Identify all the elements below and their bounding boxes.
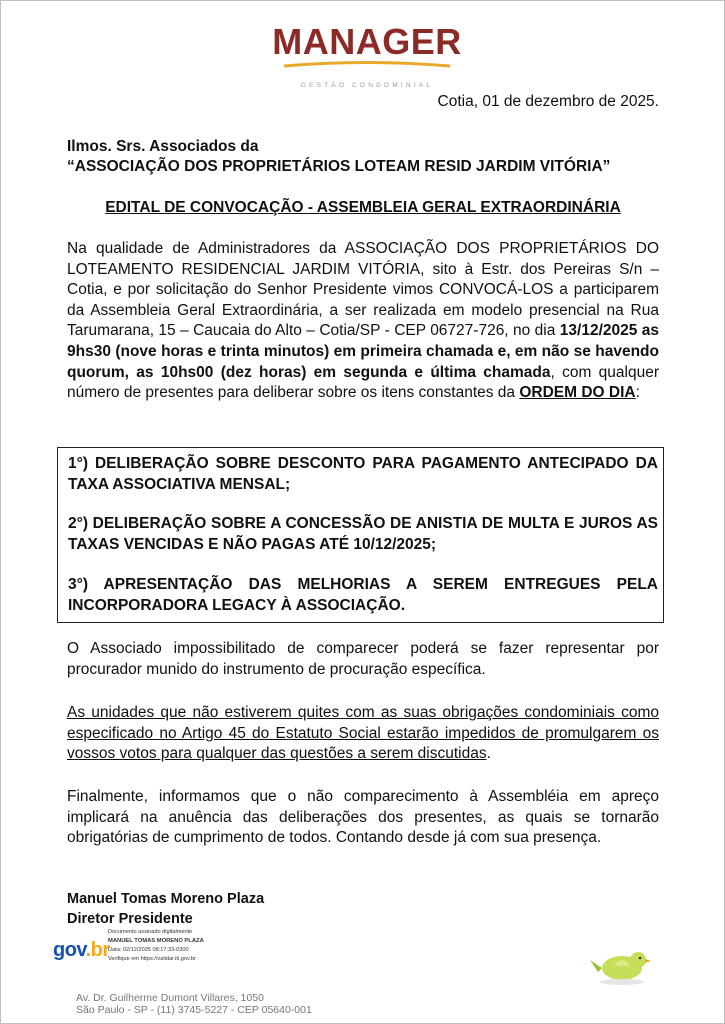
paragraph1-meeting-times: 13/12/2025 as 9hs30 (nove horas e trinta minutos) em primeira chamada e, em não se havendo quorum, as 10hs00 (dez horas) em segunda e última chamada — [67, 322, 660, 381]
digital-signature-signer: MANUEL TOMAS MORENO PLAZA — [108, 938, 204, 944]
signer-role: Diretor Presidente — [67, 911, 193, 927]
footer-address — [76, 992, 312, 1016]
logo-wordmark: MANAGER — [272, 21, 462, 62]
agenda-item: 3°) APRESENTAÇÃO DAS MELHORIAS A SEREM ENTREGUES PELA INCORPORADORA LEGACY À ASSOCIAÇÃO. — [68, 576, 658, 614]
logo-tagline: GESTÃO CONDOMINIAL — [300, 82, 434, 89]
dues-paragraph-underlined: As unidades que não estiverem quites com as suas obrigações condominiais como especificado no Artigo 45 do Estatuto Social estarão impedidos de promulgarem os vossos votos para qualquer das questões a serem discutidas — [67, 704, 659, 763]
signer-name: Manuel Tomas Moreno Plaza — [67, 891, 265, 907]
ordem-do-dia: ORDEM DO DIA — [519, 384, 636, 402]
digital-signature-verify: Verifique em https://validar.iti.gov.br — [108, 956, 196, 962]
addressee-line-1: Ilmos. Srs. Associados da — [67, 138, 259, 155]
digital-signature-stamp — [108, 928, 204, 964]
bird-icon — [588, 942, 654, 988]
agenda-item: 1°) DELIBERAÇÃO SOBRE DESCONTO PARA PAGAMENTO ANTECIPADO DA TAXA ASSOCIATIVA MENSAL; — [68, 455, 658, 493]
document-title: EDITAL DE CONVOCAÇÃO - ASSEMBLEIA GERAL EXTRAORDINÁRIA — [105, 199, 621, 216]
paragraph1-text-a: Na qualidade de Administradores da ASSOCIAÇÃO DOS PROPRIETÁRIOS DO LOTEAMENTO RESIDENCIAL JARDIM VITÓRIA, sito à Estr. dos Pereiras S/n – Cotia, e por solicitação do Senhor Presidente vimos CONVOCÁ-LOS a participarem da Assembleia Geral Extraordinária, a ser realizada em modelo presencial na Rua Tarumarana, 15 – Caucaia do Alto – Cotia/SP - CEP 06727-726, no dia — [67, 240, 659, 340]
logo-swoosh-icon — [282, 60, 452, 70]
agenda-box — [57, 447, 664, 623]
date-line: Cotia, 01 de dezembro de 2025. — [437, 93, 659, 110]
footer-line-2: São Paulo - SP - (11) 3745-5227 - CEP 05640-001 — [76, 1004, 312, 1016]
gov-logo-text: gov — [53, 939, 86, 961]
paragraph1-text-c: , com qualquer número de presentes para deliberar sobre os itens constantes da — [67, 363, 660, 402]
br-logo-text: .br — [85, 939, 110, 961]
closing-paragraph: Finalmente, informamos que o não comparecimento à Assembléia em apreço implicará na anuência das deliberações dos presentes, as quais se tornarão obrigatórias de cumprimento de todos. Contando desde já com sua presença. — [67, 788, 659, 847]
addressee-line-2: “ASSOCIAÇÃO DOS PROPRIETÁRIOS LOTEAM RESID JARDIM VITÓRIA” — [67, 158, 611, 175]
addressee — [67, 137, 610, 177]
digital-signature-date: Data: 02/12/2025 08:17:33-0300 — [108, 947, 189, 953]
agenda-item: 2°) DELIBERAÇÃO SOBRE A CONCESSÃO DE ANISTIA DE MULTA E JUROS AS TAXAS VENCIDAS E NÃO PAGAS ATÉ 10/12/2025; — [68, 515, 658, 553]
footer-line-1: Av. Dr. Guilherme Dumont Villares, 1050 — [76, 992, 264, 1004]
paragraph1-end: : — [635, 384, 640, 402]
dues-paragraph — [67, 703, 659, 765]
manager-logo — [262, 21, 472, 89]
dues-paragraph-end: . — [486, 745, 491, 763]
digital-signature-label: Documento assinado digitalmente — [108, 929, 193, 935]
convocation-paragraph — [67, 239, 659, 404]
gov-br-logo — [53, 936, 113, 964]
proxy-paragraph: O Associado impossibilitado de comparecer poderá se fazer representar por procurador munido do instrumento de procuração específica. — [67, 640, 659, 678]
